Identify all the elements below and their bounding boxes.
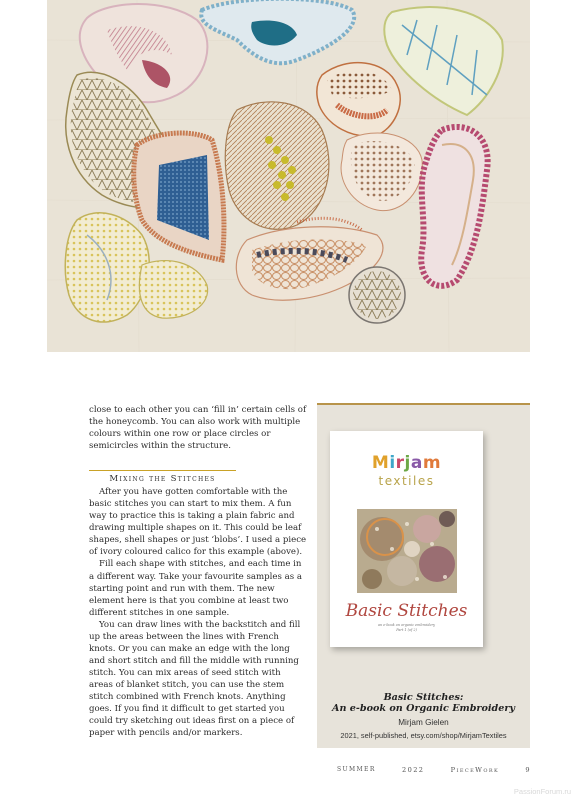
cover-brand-letter: m <box>422 453 442 473</box>
embroidery-sampler-image <box>47 0 530 352</box>
cover-brand-letter: a <box>410 453 423 473</box>
book-publication-info: 2021, self-published, etsy.com/shop/MirjamTextiles <box>340 731 507 740</box>
cover-brand-letter: i <box>389 453 396 473</box>
embroidery-sampler-photo <box>47 0 530 352</box>
section-title: Mixing the Stitches <box>109 474 216 485</box>
cover-brand-name <box>330 453 483 473</box>
cover-embroidery-photo <box>357 509 457 593</box>
footer-magazine: PieceWork <box>450 766 500 774</box>
article-paragraph: You can draw lines with the backstitch and fill up the areas between the lines with French knots. Or you can make an edge with the long and short stitch and fill the middle with running stitch. You can mix areas of seed stitch with areas of blanket stitch, you can use the stem stitch combined with French knots. Anything goes. If you find it difficult to get started you could try sketching out ideas first on a piece of paper with pencils and/or markers. <box>89 619 301 739</box>
section-heading <box>89 470 307 484</box>
footer-year: 2022 <box>402 766 425 774</box>
footer-season: SUMMER <box>337 766 376 773</box>
watermark: PassionForum.ru <box>513 787 571 796</box>
article-text-column <box>89 404 307 739</box>
page-footer <box>337 766 531 774</box>
cover-subtitle: an e-book on organic embroidery <box>377 623 436 627</box>
cover-brand-letter: r <box>395 453 405 473</box>
book-title <box>317 692 530 714</box>
book-cover <box>330 431 483 647</box>
cover-brand-letter: j <box>404 453 411 473</box>
cover-part-label: Part 1 (of 2) <box>396 628 417 632</box>
cover-title: Basic Stitches <box>345 601 468 621</box>
article-paragraph: After you have gotten comfortable with the basic stitches you can start to mix them. A fun way to practice this is taking a plain fabric and drawing multiple shapes on it. This could be leaf shapes, shell shapes or just ‘blobs’. I used a piece of ivory coloured calico for this example (above). <box>89 487 307 558</box>
cover-brand-letter: M <box>371 453 390 473</box>
book-author: Mirjam Gielen <box>398 718 449 727</box>
article-paragraph: close to each other you can ‘fill in’ certain cells of the honeycomb. You can also work with multiple colours within one row or place circles or semicircles within the structure. <box>89 405 307 452</box>
cover-brand-subtitle: textiles <box>378 474 435 488</box>
footer-page-number: 9 <box>525 766 531 774</box>
article-paragraph: Fill each shape with stitches, and each time in a different way. Take your favourite samples as a starting point and run with them. The new element here is that you combine at least two different stitches in one sample. <box>89 559 303 618</box>
book-title-line-1: Basic Stitches: <box>383 692 464 703</box>
book-title-line-2: An e-book on Organic Embroidery <box>332 703 515 714</box>
section-divider-rule <box>89 470 236 471</box>
cover-brand-letters <box>372 453 441 473</box>
cover-photo-image <box>357 509 457 593</box>
book-recommendation-box <box>317 403 530 748</box>
